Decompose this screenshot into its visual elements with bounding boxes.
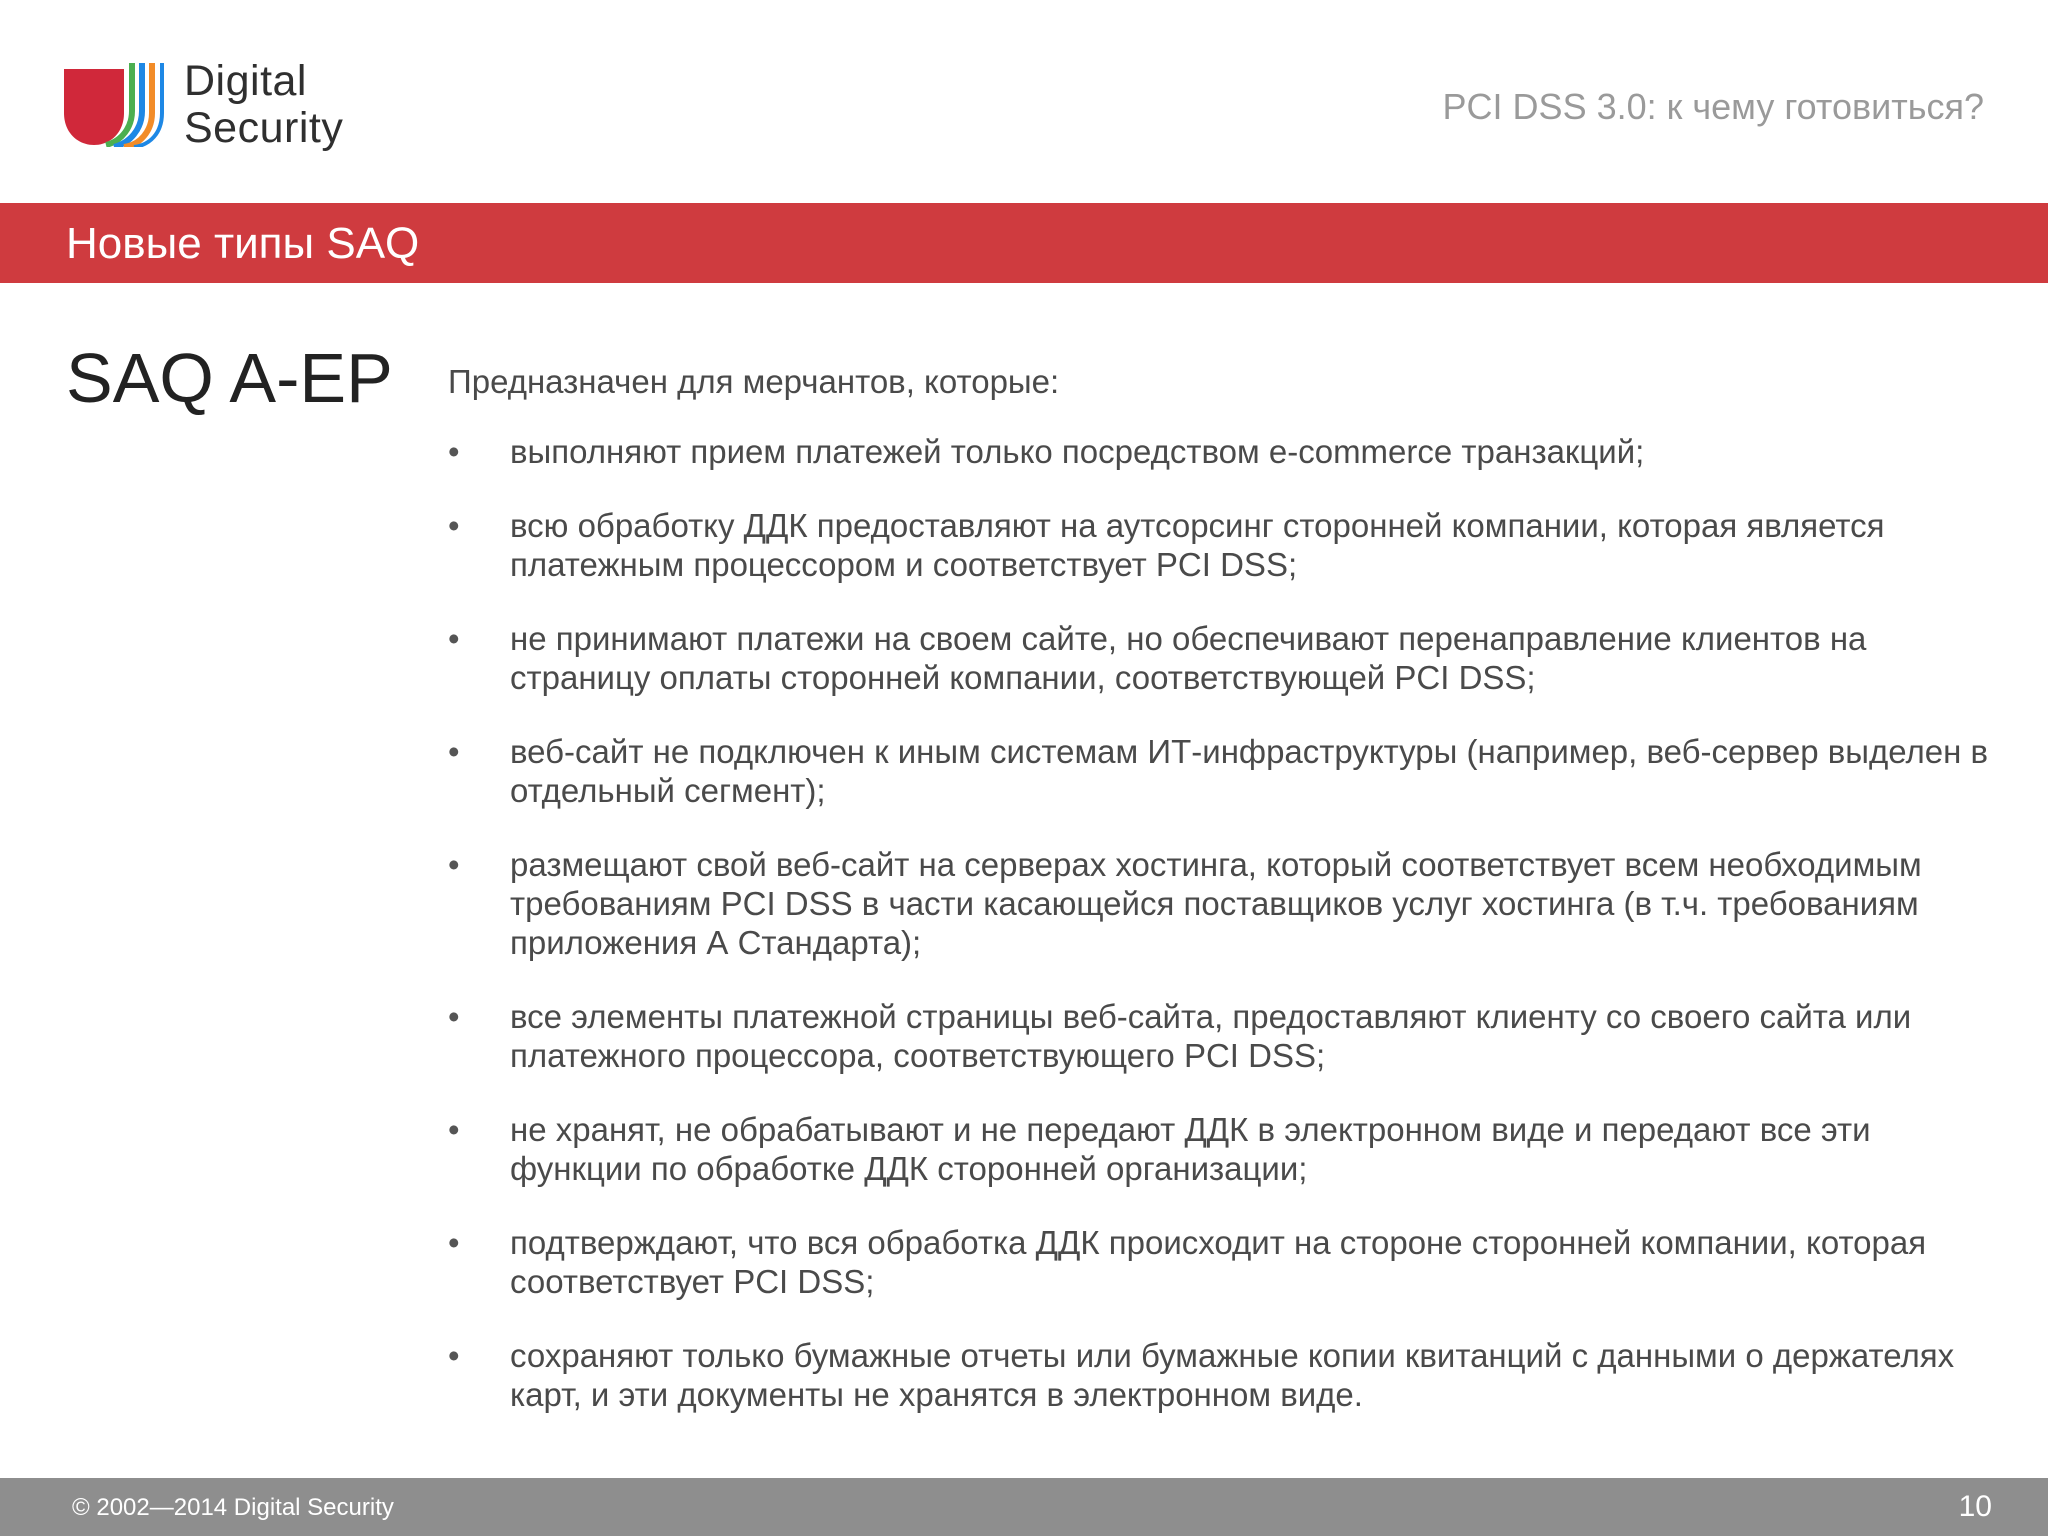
list-item <box>448 732 1993 810</box>
list-item-text: не хранят, не обрабатывают и не передают ДДК в электронном виде и передают все эти функции по обработке ДДК сторонней организации; <box>510 1111 1871 1187</box>
list-item-text: подтверждают, что вся обработка ДДК происходит на стороне сторонней компании, которая соответствует PCI DSS; <box>510 1224 1927 1300</box>
list-item <box>448 845 1993 962</box>
bullet-icon: • <box>448 1111 460 1148</box>
logo-wordmark <box>184 58 343 152</box>
list-item-text: все элементы платежной страницы веб-сайта, предоставляют клиенту со своего сайта или платежного процессора, соответствующего PCI DSS; <box>510 998 1912 1074</box>
bullet-icon: • <box>448 846 460 883</box>
section-title-band <box>0 203 2048 283</box>
bullet-icon: • <box>448 620 460 657</box>
list-item <box>448 619 1993 697</box>
bullet-icon: • <box>448 433 460 470</box>
list-item-text: выполняют прием платежей только посредством e-commerce транзакций; <box>510 433 1645 470</box>
bullet-icon: • <box>448 507 460 544</box>
list-item-text: веб-сайт не подключен к иным системам ИТ-инфраструктуры (например, веб-сервер выделен в отдельный сегмент); <box>510 733 1989 809</box>
bullet-icon: • <box>448 1224 460 1261</box>
list-item-text: сохраняют только бумажные отчеты или бумажные копии квитанций с данными о держателях карт, и эти документы не хранятся в электронном виде. <box>510 1337 1955 1413</box>
slide-content <box>448 362 1993 1449</box>
footer-bar <box>0 1478 2048 1536</box>
list-item-text: всю обработку ДДК предоставляют на аутсорсинг сторонней компании, которая является платежным процессором и соответствует PCI DSS; <box>510 507 1885 583</box>
logo-line-1: Digital <box>184 57 307 105</box>
list-item <box>448 432 1993 471</box>
list-item-text: не принимают платежи на своем сайте, но обеспечивают перенаправление клиентов на страницу оплаты сторонней компании, соответствующей PCI DSS; <box>510 620 1867 696</box>
list-item <box>448 997 1993 1075</box>
criteria-list <box>448 432 1993 1414</box>
saq-heading: SAQ A-EP <box>66 339 393 417</box>
list-item <box>448 1336 1993 1414</box>
bullet-icon: • <box>448 1337 460 1374</box>
deck-title: PCI DSS 3.0: к чему готовиться? <box>1442 86 1984 127</box>
section-title: Новые типы SAQ <box>66 219 420 268</box>
logo-line-2: Security <box>184 104 344 152</box>
company-logo <box>62 58 352 158</box>
bullet-icon: • <box>448 998 460 1035</box>
list-item <box>448 1223 1993 1301</box>
list-item-text: размещают свой веб-сайт на серверах хостинга, который соответствует всем необходимым требованиям PCI DSS в части касающейся поставщиков услуг хостинга (в т.ч. требованиям приложения А Стандарта); <box>510 846 1922 961</box>
list-item <box>448 506 1993 584</box>
shield-logo-icon <box>62 61 168 147</box>
bullet-icon: • <box>448 733 460 770</box>
copyright-text: © 2002—2014 Digital Security <box>72 1494 394 1521</box>
page-number: 10 <box>1958 1490 1992 1523</box>
intro-text: Предназначен для мерчантов, которые: <box>448 363 1060 400</box>
list-item <box>448 1110 1993 1188</box>
